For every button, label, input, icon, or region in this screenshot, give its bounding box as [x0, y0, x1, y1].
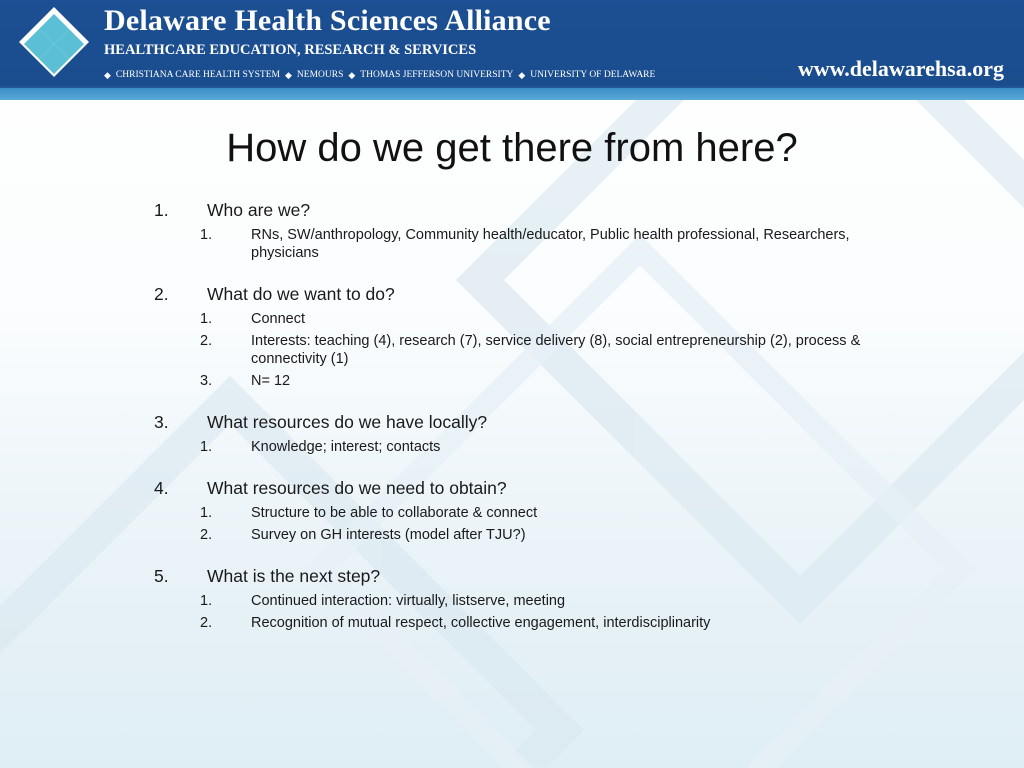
- sub-item-text: Recognition of mutual respect, collective engagement, interdisciplinarity: [251, 615, 711, 631]
- sub-item-text: Knowledge; interest; contacts: [251, 439, 441, 455]
- sub-item-text: Structure to be able to collaborate & connect: [251, 505, 538, 521]
- sub-item-number: 2.: [200, 333, 213, 349]
- sub-item-text: Survey on GH interests (model after TJU?): [251, 527, 526, 543]
- sub-item: [154, 504, 914, 522]
- sub-list: [154, 504, 914, 544]
- sub-item-text: Interests: teaching (4), research (7), service delivery (8), social entrepreneurship (2), process & connectivity (1): [251, 333, 861, 367]
- sub-item: [154, 372, 914, 390]
- sub-item-number: 3.: [200, 373, 213, 389]
- sub-item-number: 1.: [200, 593, 213, 609]
- outline-item: [154, 198, 914, 262]
- item-text: What resources do we have locally?: [207, 412, 488, 432]
- item-number: 1.: [154, 200, 169, 220]
- website-url: www.delawarehsa.org: [797, 56, 1004, 81]
- sub-item-number: 2.: [200, 527, 213, 543]
- org-tagline: HEALTHCARE EDUCATION, RESEARCH & SERVICES: [104, 42, 477, 58]
- sub-item-text: N= 12: [251, 373, 291, 389]
- outline-item: [154, 282, 914, 390]
- sub-item: [154, 614, 914, 632]
- item-number: 5.: [154, 566, 169, 586]
- item-text: What is the next step?: [207, 566, 381, 586]
- item-number: 2.: [154, 284, 169, 304]
- item-number: 3.: [154, 412, 169, 432]
- org-name: Delaware Health Sciences Alliance: [104, 4, 551, 37]
- sub-item: [154, 226, 914, 262]
- diamond-logo-icon: [18, 6, 90, 78]
- sub-item-number: 1.: [200, 311, 213, 327]
- sub-item-text: RNs, SW/anthropology, Community health/educator, Public health professional, Researchers, physicians: [251, 227, 850, 261]
- item-text: What resources do we need to obtain?: [207, 478, 507, 498]
- member-institution: NEMOURS: [296, 70, 344, 80]
- outline-item: [154, 410, 914, 456]
- sub-list: [154, 226, 914, 262]
- banner-stripe: [0, 88, 1024, 100]
- sub-item-text: Connect: [251, 311, 306, 327]
- sub-item-number: 1.: [200, 439, 213, 455]
- member-institution: CHRISTIANA CARE HEALTH SYSTEM: [115, 70, 280, 80]
- sub-item-number: 1.: [200, 505, 213, 521]
- header-banner: [0, 0, 1024, 100]
- item-text: What do we want to do?: [207, 284, 395, 304]
- diamond-separator-icon: ◆: [285, 69, 292, 80]
- diamond-separator-icon: ◆: [348, 69, 356, 80]
- item-text: Who are we?: [207, 200, 311, 220]
- sub-item-number: 1.: [200, 227, 213, 243]
- sub-list: [154, 310, 914, 390]
- sub-item: [154, 526, 914, 544]
- sub-item: [154, 310, 914, 328]
- sub-item: [154, 592, 914, 610]
- slide-title: How do we get there from here?: [226, 126, 798, 170]
- outline-list: [154, 198, 914, 652]
- diamond-separator-icon: ◆: [104, 69, 111, 80]
- member-institution: UNIVERSITY OF DELAWARE: [530, 70, 656, 80]
- member-institutions: [104, 68, 655, 82]
- item-number: 4.: [154, 478, 169, 498]
- sub-item: [154, 332, 914, 368]
- outline-item: [154, 564, 914, 632]
- member-institution: THOMAS JEFFERSON UNIVERSITY: [360, 70, 514, 80]
- sub-list: [154, 592, 914, 632]
- sub-item-number: 2.: [200, 615, 213, 631]
- sub-list: [154, 438, 914, 456]
- diamond-separator-icon: ◆: [518, 69, 526, 80]
- sub-item: [154, 438, 914, 456]
- outline-item: [154, 476, 914, 544]
- sub-item-text: Continued interaction: virtually, listserve, meeting: [251, 593, 566, 609]
